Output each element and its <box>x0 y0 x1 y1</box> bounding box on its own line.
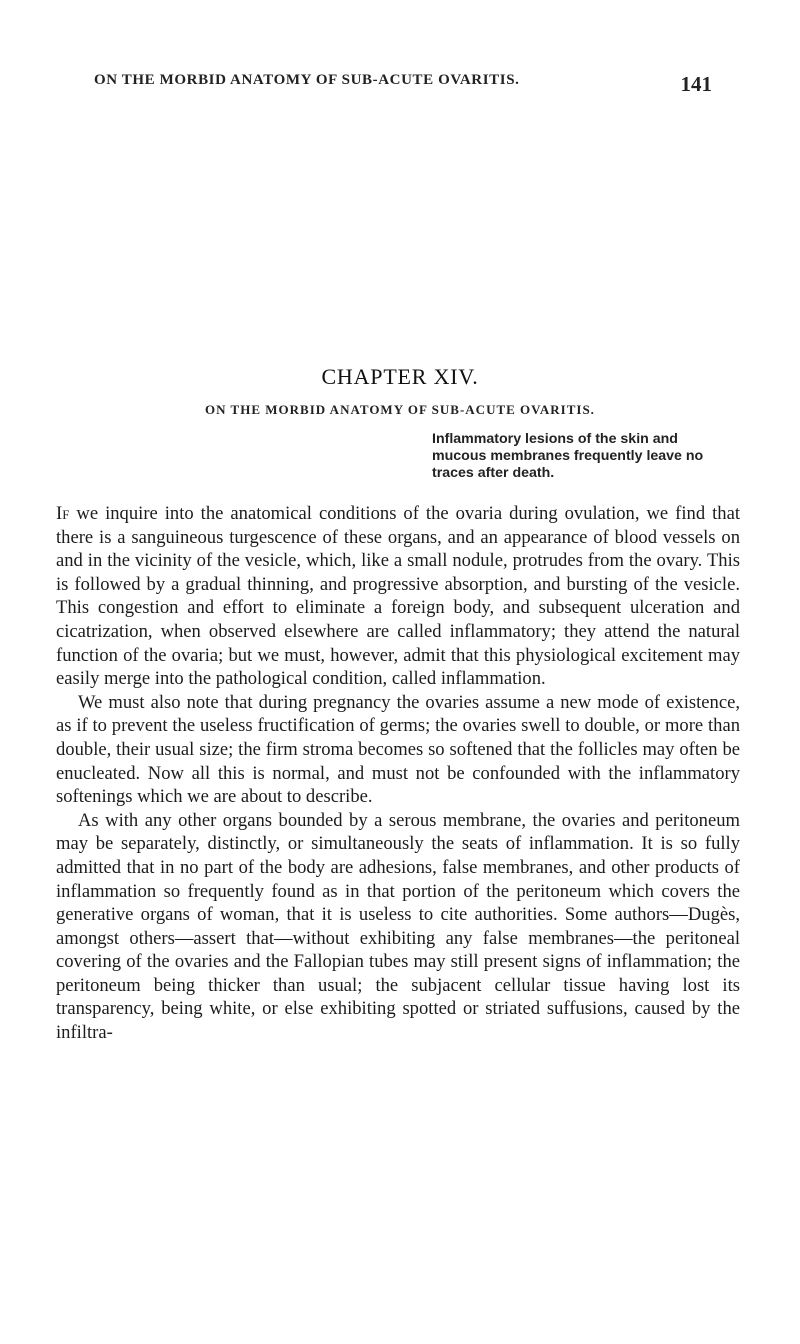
paragraph-1-text: we inquire into the anatomical conditions of the ovaria during ovulation, we find that there is a sanguineous turgescence of these organs, and an appearance of blood vessels on and in the vicinity of the vesicle, which, like a small nodule, protrudes from the ovary. This is followed by a gradual thinning, and progressive absorption, and bursting of the vesicle. This congestion and effort to eliminate a foreign body, and subsequent ulceration and cicatrization, when observed elsewhere are called inflammatory; they attend the natural function of the ovaria; but we must, however, admit that this physiological excitement may easily merge into the pathological condition, called inflammation. <box>56 503 740 690</box>
chapter-title: CHAPTER XIV. <box>321 364 479 389</box>
paragraph-3: As with any other organs bounded by a serous membrane, the ovaries and peritoneum may be separately, distinctly, or simultaneously the seats of inflammation. It is so fully admitted that in no part of the body are adhesions, false membranes, and other products of inflammation so frequently found as in that portion of the peritoneum which covers the generative organs of woman, that it is useless to cite authorities. Some authors—Dugès, amongst others—assert that—without exhibiting any false membranes—the peritoneal covering of the ovaries and the Fallopian tubes may still present signs of inflammation; the peritoneum being thicker than usual; the subjacent cellular tissue having lost its transparency, being white, or else exhibiting spotted or striated suffusions, caused by the infiltra- <box>56 809 740 1044</box>
paragraph-1-lead: If <box>56 503 70 524</box>
body-text <box>56 502 740 1045</box>
paragraph-2: We must also note that during pregnancy the ovaries assume a new mode of existence, as if to prevent the useless fructification of germs; the ovaries swell to double, or more than double, their usual size; the firm stroma becomes so softened that the follicles may often be enucleated. Now all this is normal, and must not be confounded with the inflammatory softenings which we are about to describe. <box>56 691 740 808</box>
chapter-epigraph: Inflammatory lesions of the skin and mucous membranes frequently leave no traces after death. <box>432 431 704 481</box>
page-number: 141 <box>680 72 712 96</box>
running-head: ON THE MORBID ANATOMY OF SUB-ACUTE OVARITIS. <box>94 72 520 88</box>
chapter-subtitle: ON THE MORBID ANATOMY OF SUB-ACUTE OVARITIS. <box>205 402 595 417</box>
paragraph-1 <box>56 502 740 691</box>
